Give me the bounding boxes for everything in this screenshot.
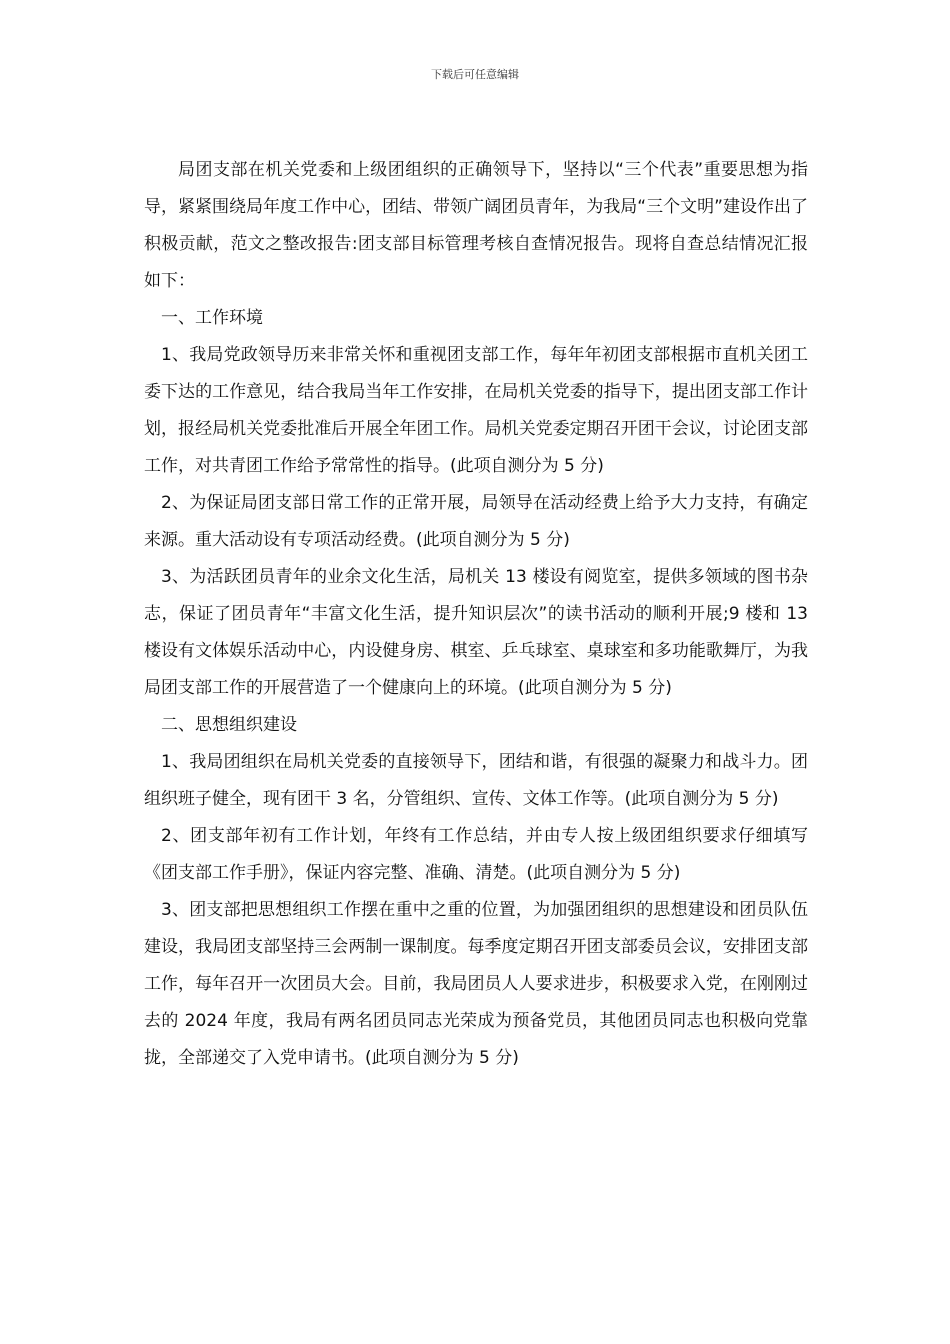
list-item-paragraph: 2、为保证局团支部日常工作的正常开展，局领导在活动经费上给予大力支持，有确定来源。重大活动设有专项活动经费。(此项自测分为 5 分): [144, 493, 808, 550]
list-item-paragraph: 3、团支部把思想组织工作摆在重中之重的位置，为加强团组织的思想建设和团员队伍建设，我局团支部坚持三会两制一课制度。每季度定期召开团支部委员会议，安排团支部工作，每年召开一次团员大会。目前，我局团员人人要求进步，积极要求入党，在刚刚过去的 2024 年度，我局有两名团员同志光荣成为预备党员，其他团员同志也积极向党靠拢，全部递交了入党申请书。(此项自测分为 5 分): [144, 900, 808, 1068]
document-body: [144, 152, 808, 1077]
section-heading-ideological-organization: 二、思想组织建设: [161, 715, 297, 735]
intro-paragraph: 局团支部在机关党委和上级团组织的正确领导下，坚持以“三个代表”重要思想为指导，紧紧围绕局年度工作中心，团结、带领广阔团员青年，为我局“三个文明”建设作出了积极贡献，范文之整改报告:团支部目标管理考核自查情况报告。现将自查总结情况汇报如下：: [144, 160, 808, 291]
section-heading-work-environment: 一、工作环境: [161, 308, 263, 328]
list-item-paragraph: 1、我局党政领导历来非常关怀和重视团支部工作，每年年初团支部根据市直机关团工委下达的工作意见，结合我局当年工作安排，在局机关党委的指导下，提出团支部工作计划，报经局机关党委批准后开展全年团工作。局机关党委定期召开团干会议，讨论团支部工作，对共青团工作给予常常性的指导。(此项自测分为 5 分): [144, 345, 808, 476]
list-item-paragraph: 1、我局团组织在局机关党委的直接领导下，团结和谐，有很强的凝聚力和战斗力。团组织班子健全，现有团干 3 名，分管组织、宣传、文体工作等。(此项自测分为 5 分): [144, 752, 808, 809]
list-item-paragraph: 2、团支部年初有工作计划，年终有工作总结，并由专人按上级团组织要求仔细填写《团支部工作手册》，保证内容完整、准确、清楚。(此项自测分为 5 分): [144, 826, 808, 883]
page-header-note: 下载后可任意编辑: [431, 68, 519, 81]
list-item-paragraph: 3、为活跃团员青年的业余文化生活，局机关 13 楼设有阅览室，提供多领域的图书杂志，保证了团员青年“丰富文化生活，提升知识层次”的读书活动的顺利开展;9 楼和 13 楼设有文体娱乐活动中心，内设健身房、棋室、乒乓球室、桌球室和多功能歌舞厅，为我局团支部工作的开展营造了一个健康向上的环境。(此项自测分为 5 分): [144, 567, 808, 698]
